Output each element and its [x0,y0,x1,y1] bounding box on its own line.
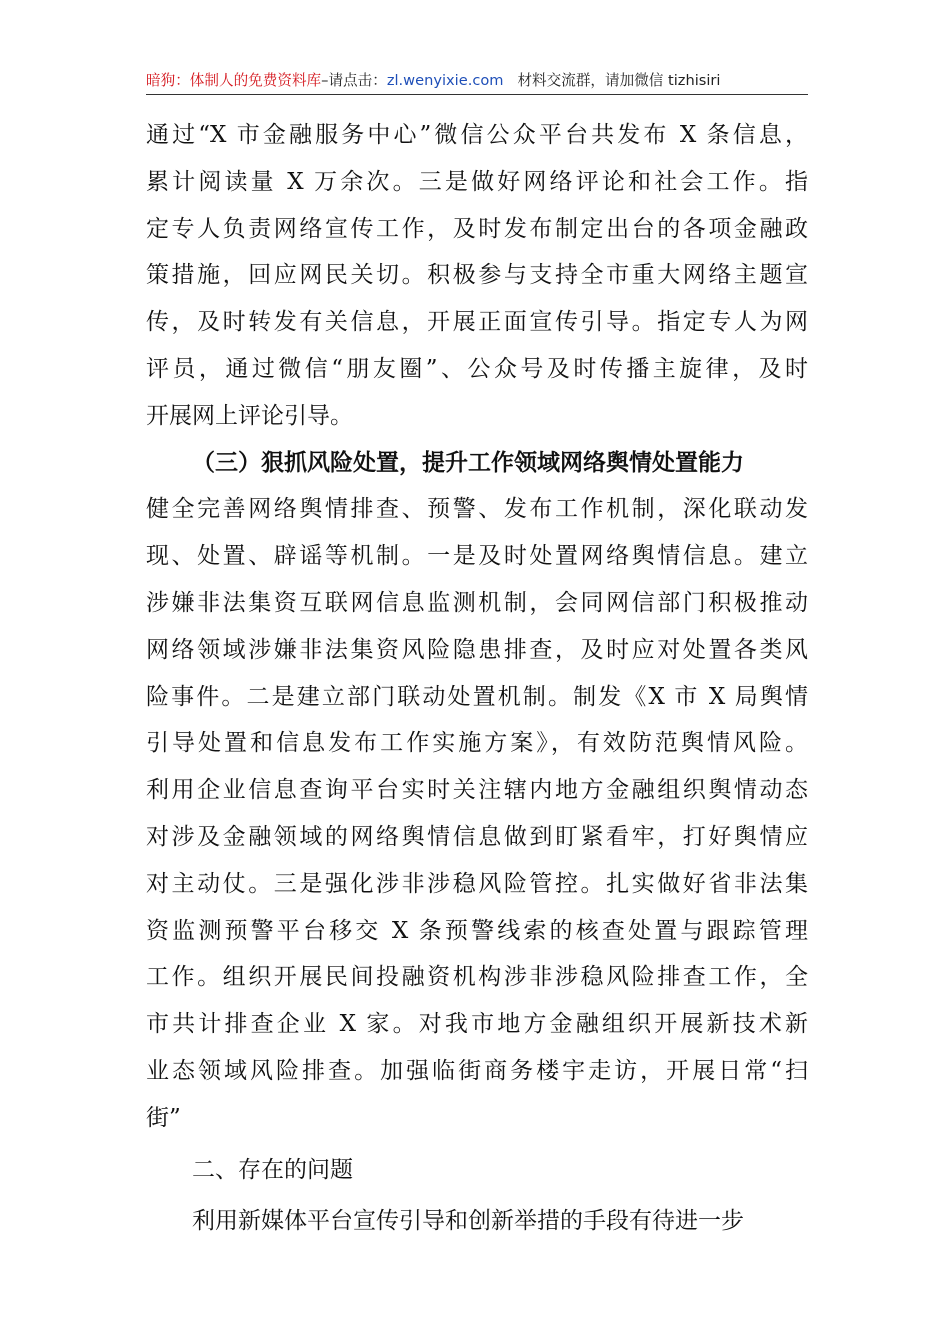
text-line: 引导处置和信息发布工作实施方案》，有效防范舆情风险。 [146,730,808,757]
text-line: 街” [146,1104,181,1131]
text-line: 健全完善网络舆情排查、预警、发布工作机制，深化联动发 [146,496,808,523]
text-line: 传，及时转发有关信息，开展正面宣传引导。指定专人为网 [146,309,808,336]
text-line: 开展网上评论引导。 [146,402,353,429]
text-line: 网络领域涉嫌非法集资风险隐患排查，及时应对处置各类风 [146,636,808,663]
header-site-name: 暗狗：体制人的免费资料库 [146,72,322,89]
text-line: 对主动仗。三是强化涉非涉稳风险管控。扎实做好省非法集 [146,870,808,897]
text-line: 业态领域风险排查。加强临街商务楼宇走访，开展日常“扫 [146,1057,808,1084]
text-line: 利用企业信息查询平台实时关注辖内地方金融组织舆情动态 [146,777,808,804]
paragraph-1 [146,112,808,440]
header-link[interactable]: zl.wenyixie.com [386,72,504,89]
text-line: 累计阅读量 X 万余次。三是做好网络评论和社会工作。指 [146,168,808,195]
header-divider [146,94,808,95]
text-line: 定专人负责网络宣传工作，及时发布制定出台的各项金融政 [146,215,808,242]
text-line: 利用新媒体平台宣传引导和创新举措的手段有待进一步 [192,1207,744,1234]
text-line: 策措施，回应网民关切。积极参与支持全市重大网络主题宣 [146,262,808,289]
document-body [146,112,808,1244]
text-line: 险事件。二是建立部门联动处置机制。制发《X 市 X 局舆情 [146,683,808,710]
text-line: 资监测预警平台移交 X 条预警线索的核查处置与跟踪管理 [146,917,808,944]
header-click-prompt: –请点击： [321,72,387,89]
text-line: 涉嫌非法集资互联网信息监测机制，会同网信部门积极推动 [146,589,808,616]
text-line: 市共计排查企业 X 家。对我市地方金融组织开展新技术新 [146,1011,808,1038]
paragraph-2 [146,486,808,1141]
text-line: 现、处置、辟谣等机制。一是及时处置网络舆情信息。建立 [146,543,808,570]
text-line: 通过“X 市金融服务中心”微信公众平台共发布 X 条信息， [146,122,808,148]
paragraph-3 [146,1198,808,1245]
subheading: （三）狠抓风险处置，提升工作领域网络舆情处置能力 [192,448,744,476]
text-line: 对涉及金融领域的网络舆情信息做到盯紧看牢，打好舆情应 [146,823,808,850]
header-wechat-note: 材料交流群，请加微信 tizhisiri [517,72,721,89]
text-line: 评员，通过微信“朋友圈”、公众号及时传播主旋律，及时 [146,355,808,382]
section-heading: 二、存在的问题 [192,1156,353,1183]
text-line: 工作。组织开展民间投融资机构涉非涉稳风险排查工作，全 [146,964,808,991]
